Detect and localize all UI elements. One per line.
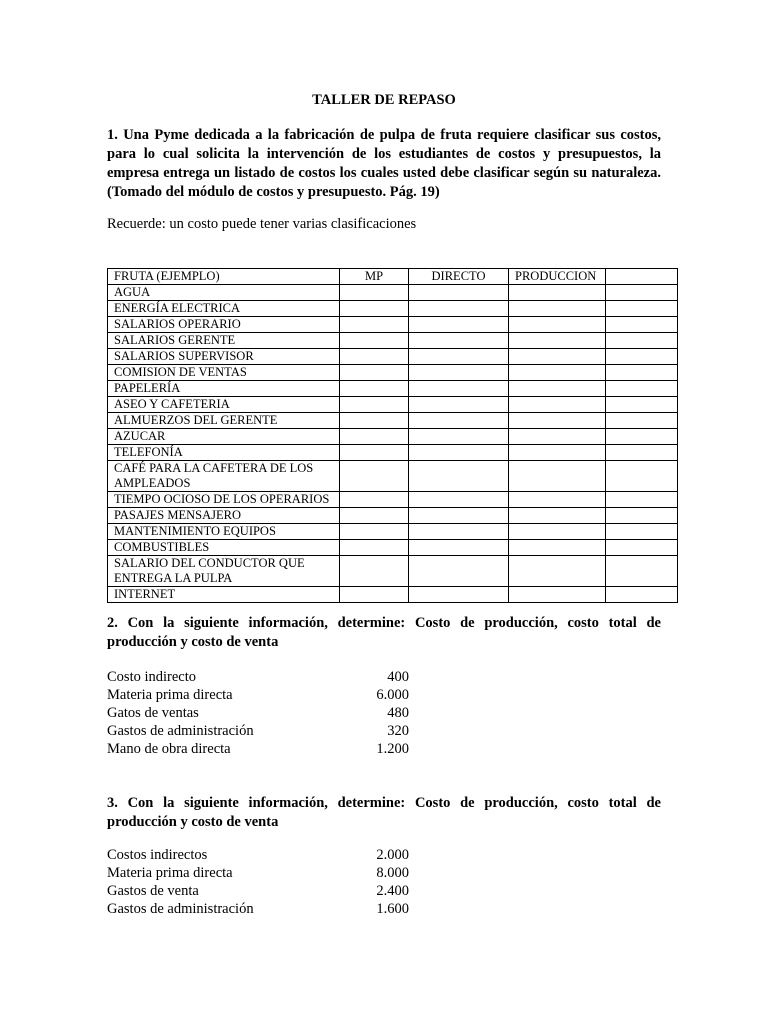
page-title: TALLER DE REPASO — [312, 92, 456, 108]
classification-cell — [509, 285, 606, 301]
value-label: Mano de obra directa — [107, 741, 231, 757]
value-row — [107, 686, 409, 704]
cost-item-label: PASAJES MENSAJERO — [108, 508, 340, 524]
value-row — [107, 668, 409, 686]
value-amount: 8.000 — [376, 865, 409, 881]
classification-cell — [409, 317, 509, 333]
cost-item-label: AZUCAR — [108, 429, 340, 445]
cost-item-label: SALARIOS SUPERVISOR — [108, 349, 340, 365]
value-label: Gastos de administración — [107, 723, 254, 739]
value-label: Costos indirectos — [107, 847, 208, 863]
classification-cell — [606, 492, 678, 508]
classification-cell — [606, 301, 678, 317]
classification-cell — [509, 461, 606, 492]
classification-cell — [409, 381, 509, 397]
classification-cell — [409, 349, 509, 365]
classification-cell — [409, 556, 509, 587]
classification-cell — [340, 461, 409, 492]
classification-cell — [606, 285, 678, 301]
table-row — [108, 540, 678, 556]
value-row — [107, 846, 409, 864]
classification-cell — [340, 540, 409, 556]
classification-cell — [340, 429, 409, 445]
table-row — [108, 317, 678, 333]
table-row — [108, 381, 678, 397]
value-label: Materia prima directa — [107, 865, 233, 881]
value-row — [107, 864, 409, 882]
value-row — [107, 722, 409, 740]
cost-item-label: COMBUSTIBLES — [108, 540, 340, 556]
table-row — [108, 492, 678, 508]
question-1-text: 1. Una Pyme dedicada a la fabricación de pulpa de fruta requiere clasificar sus costos, para lo cual solicita la intervención de los estudiantes de costos y presupuestos, la empresa entrega un listado de costos los cuales usted debe clasificar según su naturaleza. (Tomado del módulo de costos y presupuesto. Pág. 19) — [107, 127, 661, 200]
classification-cell — [409, 524, 509, 540]
value-amount: 400 — [387, 669, 409, 685]
header-produccion: PRODUCCION — [509, 269, 606, 285]
question-3-values — [107, 846, 409, 918]
classification-cell — [606, 461, 678, 492]
table-row — [108, 301, 678, 317]
classification-cell — [606, 587, 678, 603]
classification-cell — [409, 413, 509, 429]
classification-cell — [509, 333, 606, 349]
classification-cell — [340, 524, 409, 540]
classification-cell — [409, 492, 509, 508]
header-extra — [606, 269, 678, 285]
value-label: Materia prima directa — [107, 687, 233, 703]
table-row — [108, 397, 678, 413]
classification-cell — [509, 445, 606, 461]
table-row — [108, 508, 678, 524]
value-amount: 1.200 — [376, 741, 409, 757]
cost-item-label: SALARIOS OPERARIO — [108, 317, 340, 333]
value-amount: 320 — [387, 723, 409, 739]
question-2-values — [107, 668, 409, 758]
classification-cell — [409, 540, 509, 556]
cost-item-label: SALARIO DEL CONDUCTOR QUE ENTREGA LA PULPA — [108, 556, 340, 587]
table-row — [108, 587, 678, 603]
cost-classification-table — [107, 268, 678, 603]
table-row — [108, 333, 678, 349]
cost-item-label: CAFÉ PARA LA CAFETERA DE LOS AMPLEADOS — [108, 461, 340, 492]
classification-cell — [606, 508, 678, 524]
classification-cell — [409, 365, 509, 381]
classification-cell — [509, 381, 606, 397]
table-row — [108, 413, 678, 429]
cost-item-label: TIEMPO OCIOSO DE LOS OPERARIOS — [108, 492, 340, 508]
classification-cell — [509, 524, 606, 540]
cost-item-label: INTERNET — [108, 587, 340, 603]
classification-cell — [509, 301, 606, 317]
table-row — [108, 365, 678, 381]
value-amount: 2.400 — [376, 883, 409, 899]
classification-cell — [340, 587, 409, 603]
classification-cell — [606, 317, 678, 333]
table-row — [108, 429, 678, 445]
classification-cell — [409, 333, 509, 349]
classification-cell — [509, 349, 606, 365]
classification-cell — [409, 397, 509, 413]
cost-item-label: COMISION DE VENTAS — [108, 365, 340, 381]
classification-cell — [606, 365, 678, 381]
classification-cell — [409, 445, 509, 461]
value-amount: 1.600 — [376, 901, 409, 917]
value-label: Costo indirecto — [107, 669, 197, 685]
cost-item-label: ALMUERZOS DEL GERENTE — [108, 413, 340, 429]
value-amount: 6.000 — [376, 687, 409, 703]
value-label: Gastos de administración — [107, 901, 254, 917]
cost-item-label: TELEFONÍA — [108, 445, 340, 461]
classification-cell — [340, 317, 409, 333]
classification-cell — [340, 492, 409, 508]
table-row — [108, 285, 678, 301]
value-row — [107, 704, 409, 722]
classification-cell — [340, 285, 409, 301]
classification-cell — [409, 429, 509, 445]
classification-cell — [340, 413, 409, 429]
question-3-text: 3. Con la siguiente información, determine: Costo de producción, costo total de producción y costo de venta — [107, 795, 661, 830]
classification-cell — [606, 445, 678, 461]
classification-cell — [606, 413, 678, 429]
classification-cell — [509, 587, 606, 603]
classification-cell — [509, 556, 606, 587]
cost-item-label: SALARIOS GERENTE — [108, 333, 340, 349]
table-row — [108, 556, 678, 587]
header-directo: DIRECTO — [409, 269, 509, 285]
classification-cell — [606, 333, 678, 349]
question-2-text: 2. Con la siguiente información, determine: Costo de producción, costo total de producción y costo de venta — [107, 615, 661, 650]
classification-cell — [509, 540, 606, 556]
cost-item-label: ENERGÍA ELECTRICA — [108, 301, 340, 317]
table-row — [108, 445, 678, 461]
classification-cell — [509, 429, 606, 445]
classification-cell — [340, 301, 409, 317]
classification-cell — [340, 349, 409, 365]
classification-cell — [509, 413, 606, 429]
cost-item-label: MANTENIMIENTO EQUIPOS — [108, 524, 340, 540]
value-amount: 2.000 — [376, 847, 409, 863]
classification-cell — [409, 301, 509, 317]
classification-cell — [509, 317, 606, 333]
value-row — [107, 900, 409, 918]
classification-cell — [606, 556, 678, 587]
value-label: Gatos de ventas — [107, 705, 199, 721]
classification-cell — [606, 429, 678, 445]
classification-cell — [340, 508, 409, 524]
classification-cell — [409, 508, 509, 524]
classification-cell — [606, 540, 678, 556]
classification-cell — [509, 492, 606, 508]
classification-cell — [409, 461, 509, 492]
classification-cell — [340, 333, 409, 349]
table-header-row — [108, 269, 678, 285]
classification-cell — [509, 397, 606, 413]
classification-cell — [340, 381, 409, 397]
classification-cell — [340, 556, 409, 587]
cost-item-label: ASEO Y CAFETERIA — [108, 397, 340, 413]
classification-cell — [606, 524, 678, 540]
question-1-note: Recuerde: un costo puede tener varias clasificaciones — [107, 216, 417, 232]
header-fruta: FRUTA (EJEMPLO) — [108, 269, 340, 285]
classification-cell — [340, 445, 409, 461]
classification-cell — [606, 381, 678, 397]
value-row — [107, 740, 409, 758]
table-row — [108, 524, 678, 540]
classification-cell — [409, 285, 509, 301]
classification-cell — [606, 349, 678, 365]
value-label: Gastos de venta — [107, 883, 199, 899]
cost-item-label: AGUA — [108, 285, 340, 301]
value-amount: 480 — [387, 705, 409, 721]
table-row — [108, 349, 678, 365]
classification-cell — [340, 365, 409, 381]
header-mp: MP — [340, 269, 409, 285]
classification-cell — [340, 397, 409, 413]
classification-cell — [509, 508, 606, 524]
cost-item-label: PAPELERÍA — [108, 381, 340, 397]
classification-cell — [606, 397, 678, 413]
classification-cell — [409, 587, 509, 603]
value-row — [107, 882, 409, 900]
table-row — [108, 461, 678, 492]
classification-cell — [509, 365, 606, 381]
